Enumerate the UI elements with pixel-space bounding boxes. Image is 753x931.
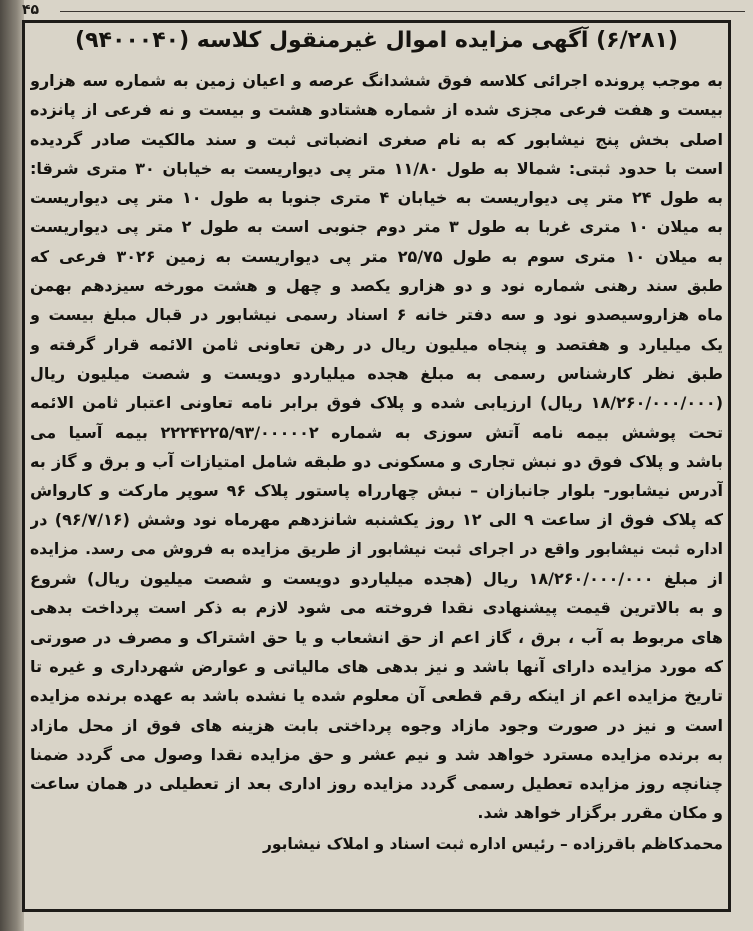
notice-body-line: است و نیز در صورت وجود مازاد وجوه پرداختی بابت هزینه های فوق از محل مازاد <box>30 715 723 735</box>
notice-body-line: به برنده مزایده مسترد خواهد شد و نیم عشر و حق مزایده نقدا وصول می گردد ضمنا <box>30 744 723 764</box>
notice-body-line: و مکان مقرر برگزار خواهد شد. <box>477 803 723 823</box>
notice-signature: محمدکاظم باقرزاده – رئیس اداره ثبت اسناد و املاک نیشابور <box>262 834 723 853</box>
notice-body-line: طبق نظر کارشناس رسمی به مبلغ هجده میلیاردو دویست و شصت میلیون ریال <box>30 363 723 383</box>
page-edge-shadow <box>0 0 24 931</box>
notice-title: (۶/۲۸۱) آگهی مزایده اموال غیرمنقول کلاسه (۹۴۰۰۰۴۰) <box>75 28 678 53</box>
notice-body-line: به طول ۲۴ متر پی دیواریست به خیابان ۴ متری جنوبا به طول ۱۰ متر پی دیواریست <box>30 188 723 208</box>
notice-body-line: به موجب پرونده اجرائی کلاسه فوق ششدانگ عرصه و اعیان زمین به شماره سه هزارو <box>30 71 723 90</box>
notice-body-line: (۱۸/۲۶۰/۰۰۰/۰۰۰ ریال) ارزیابی شده و پلاک فوق برابر نامه تعاونی اعتبار ثامن الائمه <box>30 393 723 413</box>
notice-body-line: که مورد مزایده دارای آنها باشد و نیز بدهی های مالیاتی و عوارض شهرداری و غیره تا <box>30 656 723 676</box>
notice-body-line: به میلان ۱۰ متری غربا به طول ۳ متر دوم جنوبی است به طول ۲ متر پی دیواریست <box>30 217 723 237</box>
notice-body-line: و به بالاترین قیمت پیشنهادی نقدا فروخته می شود لازم به ذکر است پرداخت بدهی <box>30 598 723 618</box>
notice-body-line: یک میلیارد و هفتصد و پنجاه میلیون ریال در رهن تعاونی ثامن الائمه قرار گرفته و <box>30 334 723 354</box>
notice-body-line: اصلی بخش پنج نیشابور که به نام صغری انضباتی ثبت و سند مالکیت صادر گردیده <box>30 129 723 149</box>
notice-body-line: به میلان ۱۰ متری سوم به طول ۲۵/۷۵ متر پی دیواریست به زمین ۳۰۲۶ فرعی که <box>30 246 723 266</box>
notice-body-line: باشد و پلاک فوق دو نبش تجاری و مسکونی دو طبقه شامل امتیازات آب و برق و گاز به <box>30 451 723 471</box>
notice-body <box>30 66 723 828</box>
notice-body-line: طبق سند رهنی شماره نود و دو هزارو یکصد و چهل و هشت مورخه سیزدهم بهمن <box>30 276 723 296</box>
notice-body-line: اداره ثبت نیشابور واقع در اجرای ثبت نیشابور از طریق مزایده به فروش می رسد. مزایده <box>30 539 723 558</box>
notice-body-line: ماه هزاروسیصدو نود و سه دفتر خانه ۶ اسناد رسمی نیشابور در قبال مبلغ بیست و <box>30 305 723 325</box>
notice-body-line: های مربوط به آب ، برق ، گاز اعم از حق انشعاب و یا حق اشتراک و مصرف در صورتی <box>30 627 723 647</box>
notice-body-line: که پلاک فوق از ساعت ۹ الی ۱۲ روز یکشنبه شانزدهم مهرماه نود وشش (۹۶/۷/۱۶) در <box>30 510 723 530</box>
notice-body-line: تاریخ مزایده اعم از اینکه رقم قطعی آن معلوم شده یا نشده باشد به عهده برنده مزایده <box>30 686 723 706</box>
page-number: ۴۵ <box>22 2 40 18</box>
notice-body-line: چنانچه روز مزایده تعطیل رسمی گردد مزایده روز اداری بعد از تعطیلی در همان ساعت <box>30 774 723 794</box>
header-rule <box>60 11 745 12</box>
notice-body-line: از مبلغ ۱۸/۲۶۰/۰۰۰/۰۰۰ ریال (هجده میلیاردو دویست و شصت میلیون ریال) شروع <box>30 569 723 589</box>
notice-body-line: است با حدود ثبتی: شمالا به طول ۱۱/۸۰ متر پی دیواریست به خیابان ۳۰ متری شرقا: <box>30 158 723 178</box>
notice-body-line: آدرس نیشابور- بلوار جانبازان – نبش چهارراه پاستور پلاک ۹۶ سوپر مارکت و کارواش <box>30 481 723 501</box>
notice-body-line: بیست و هفت فرعی مجزی شده از شماره هشتادو هشت و بیست و نه فرعی از پانزده <box>30 100 723 120</box>
auction-notice <box>30 26 723 857</box>
notice-body-line: تحت پوشش بیمه نامه آتش سوزی به شماره ۲۲۲۴۲۲۵/۹۳/۰۰۰۰۰۲ بیمه آسیا می <box>30 422 723 442</box>
